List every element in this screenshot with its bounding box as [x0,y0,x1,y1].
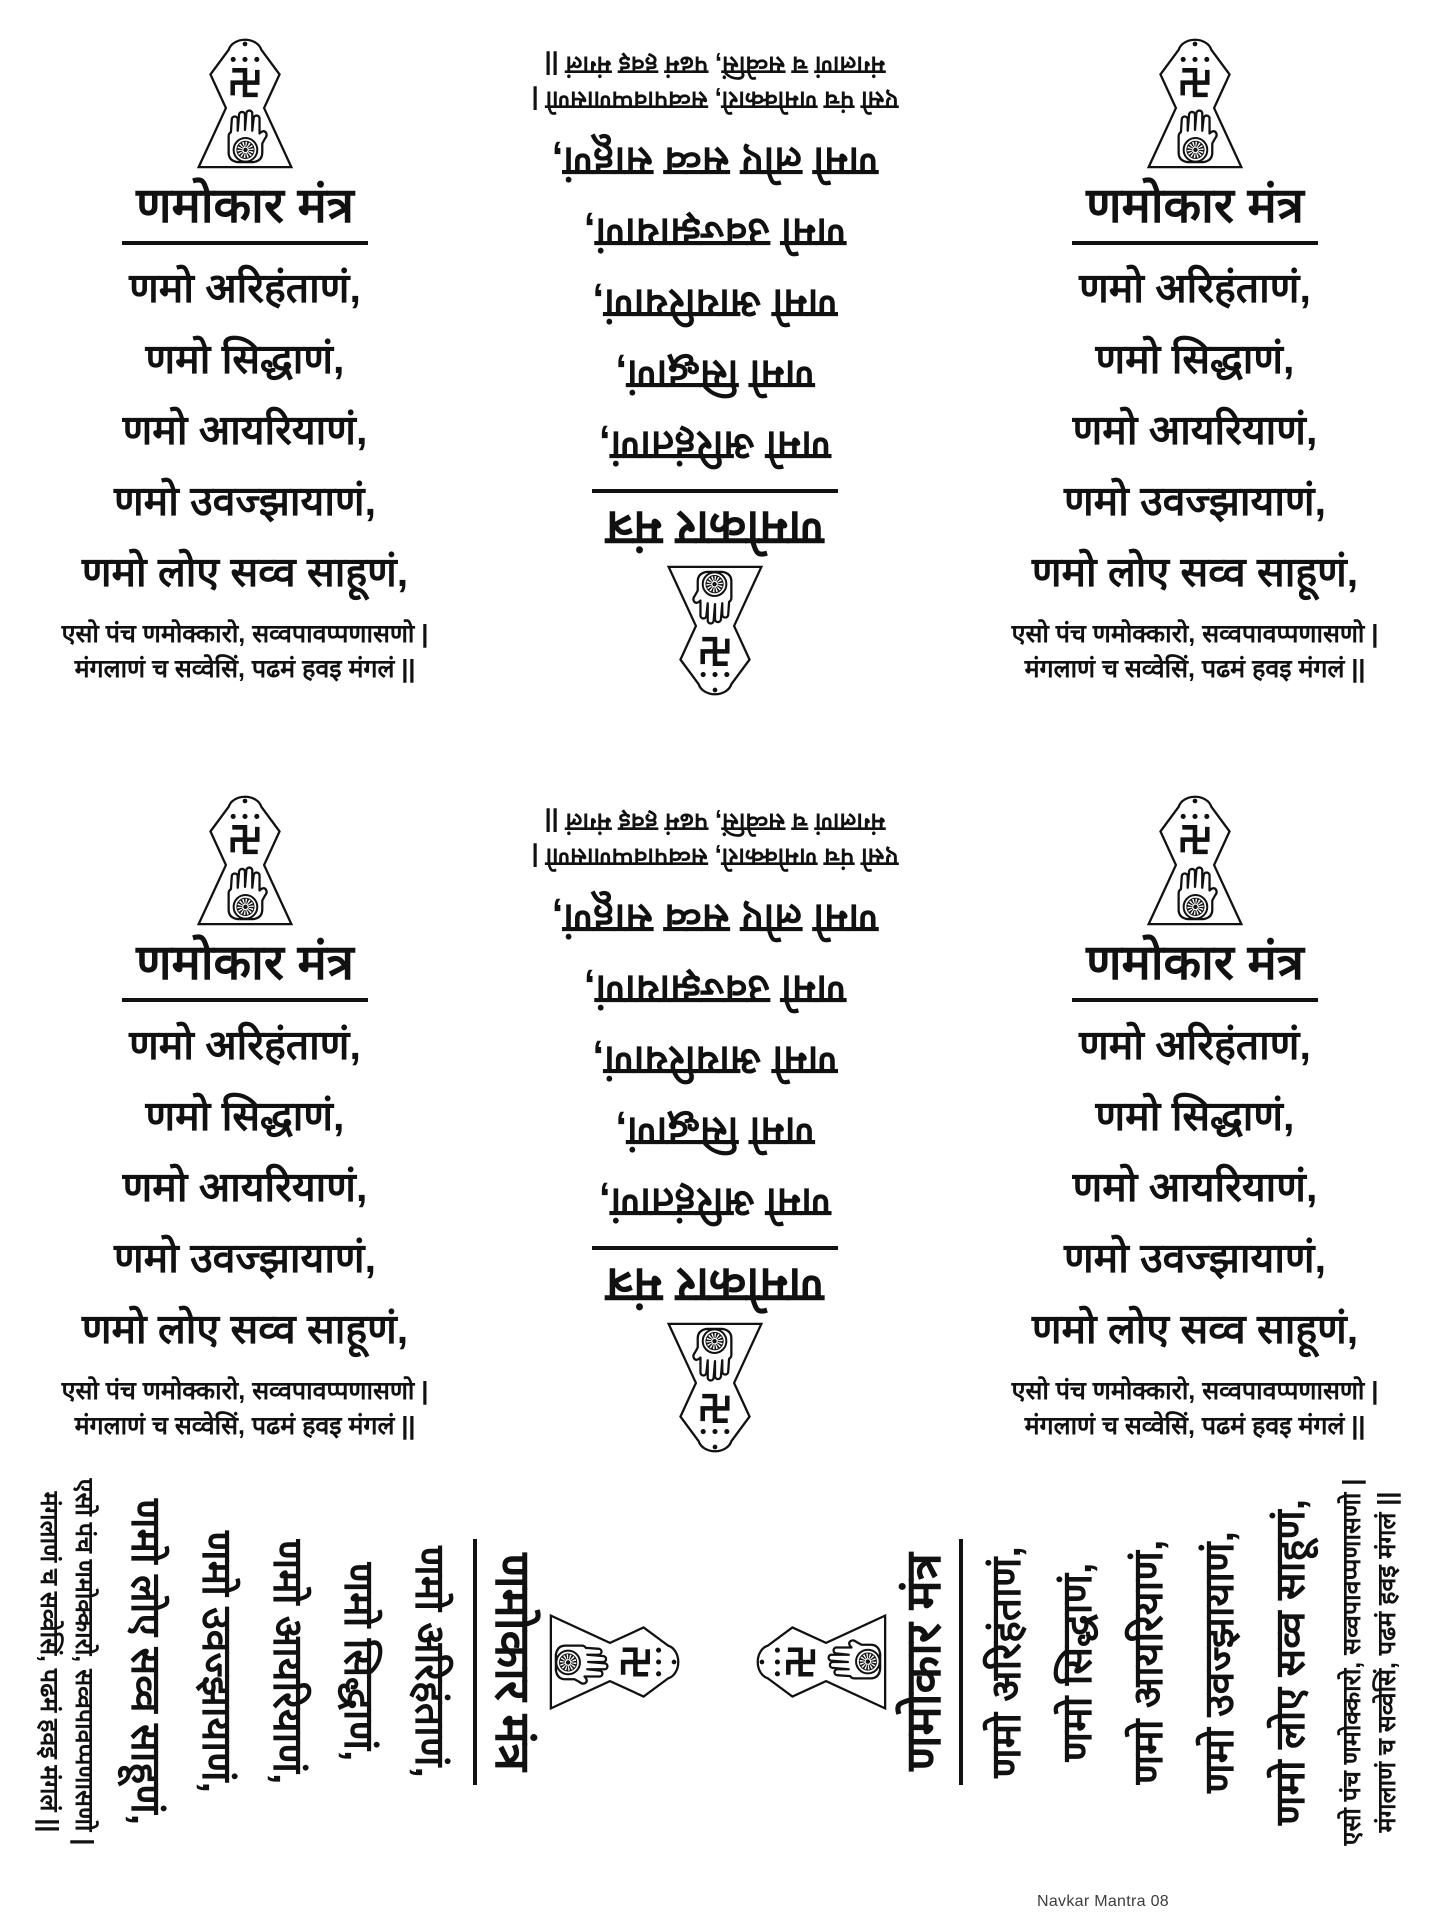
mantra-title: णमोकार मंत्र [592,489,838,556]
mantra-closing-line-1: एसो पंच णमोक्कारो, सव्वपावप्पणासणो | [1338,1478,1367,1846]
mantra-block-bottom-left-rotated [18,1432,688,1892]
mantra-line-1: णमो अरिहंताणं, [1079,1022,1311,1069]
mantra-line-4: णमो उवज्झायाणं, [584,966,846,1013]
mantra-line-3: णमो आयरियाणं, [122,1164,368,1211]
mantra-line-3: णमो आयरियाणं, [592,280,838,327]
mantra-block-middle-center-inverted [485,791,945,1461]
mantra-line-3: णमो आयरियाणं, [264,1539,311,1785]
mantra-line-2: णमो सिद्धाणं, [1054,1562,1101,1762]
mantra-title: णमोकार मंत्र [896,1539,963,1785]
jain-emblem-icon [1145,791,1245,930]
mantra-title: णमोकार मंत्र [122,178,368,245]
footer-label: Navkar Mantra 08 [1037,1893,1169,1910]
mantra-line-4: णमो उवज्झायाणं, [1064,478,1326,525]
mantra-title: णमोकार मंत्र [1072,178,1318,245]
mantra-block-middle-left [15,787,475,1457]
mantra-title: णमोकार मंत्र [122,935,368,1002]
mantra-block-middle-right [965,787,1425,1457]
mantra-title: णमोकार मंत्र [1072,935,1318,1002]
mantra-closing-line-1: एसो पंच णमोक्कारो, सव्वपावप्पणासणो | [531,842,899,871]
mantra-line-3: णमो आयरियाणं, [1072,407,1318,454]
mantra-line-4: णमो उवज्झायाणं, [1196,1531,1243,1793]
jain-emblem-icon [195,34,295,173]
mantra-closing-line-2: मंगलाणं च सव्वेसिं, पढमं हवइ मंगलं || [1373,1491,1402,1833]
mantra-closing-line-1: एसो पंच णमोक्कारो, सव्वपावप्पणासणो | [61,620,429,649]
jain-emblem-icon [752,1612,891,1712]
mantra-line-4: णमो उवज्झायाणं, [114,478,376,525]
mantra-line-3: णमो आयरियाणं, [122,407,368,454]
jain-emblem-icon [545,1612,684,1712]
mantra-line-4: णमो उवज्झायाणं, [193,1531,240,1793]
mantra-line-1: णमो अरिहंताणं, [129,1022,361,1069]
mantra-line-2: णमो सिद्धाणं, [335,1562,382,1762]
mantra-closing-line-1: एसो पंच णमोक्कारो, सव्वपावप्पणासणो | [531,85,899,114]
mantra-line-2: णमो सिद्धाणं, [1095,336,1295,383]
mantra-line-4: णमो उवज्झायाणं, [1064,1235,1326,1282]
mantra-line-1: णमो अरिहंताणं, [599,1179,831,1226]
mantra-closing-line-2: मंगलाणं च सव्वेसिं, पढमं हवइ मंगलं || [1024,1412,1366,1441]
mantra-closing-line-2: मंगलाणं च सव्वेसिं, पढमं हवइ मंगलं || [544,807,886,836]
mantra-line-4: णमो उवज्झायाणं, [114,1235,376,1282]
mantra-line-3: णमो आयरियाणं, [1125,1539,1172,1785]
mantra-line-2: णमो सिद्धाणं, [1095,1093,1295,1140]
mantra-block-bottom-right-rotated [748,1432,1418,1892]
mantra-line-5: णमो लोए सव्व साहूणं, [122,1498,169,1826]
mantra-title: णमोकार मंत्र [473,1539,540,1785]
mantra-closing-line-2: मंगलाणं च सव्वेसिं, पढमं हवइ मंगलं || [74,655,416,684]
mantra-closing-line-1: एसो पंच णमोक्कारो, सव्वपावप्पणासणो | [1011,1377,1379,1406]
mantra-closing-line-2: मंगलाणं च सव्वेसिं, पढमं हवइ मंगलं || [74,1412,416,1441]
mantra-block-top-center-inverted [485,34,945,704]
mantra-line-2: णमो सिद्धाणं, [145,336,345,383]
mantra-line-1: णमो अरिहंताणं, [1079,265,1311,312]
jain-emblem-icon [665,561,765,700]
mantra-line-5: णमो लोए सव्व साहूणं, [551,138,879,185]
mantra-line-4: णमो उवज्झायाणं, [584,209,846,256]
mantra-closing-line-1: एसो पंच णमोक्कारो, सव्वपावप्पणासणो | [61,1377,429,1406]
mantra-line-5: णमो लोए सव्व साहूणं, [81,549,409,596]
mantra-line-2: णमो सिद्धाणं, [145,1093,345,1140]
mantra-line-5: णमो लोए सव्व साहूणं, [551,895,879,942]
mantra-block-top-left [15,30,475,700]
mantra-line-5: णमो लोए सव्व साहूणं, [1267,1498,1314,1826]
mantra-line-3: णमो आयरियाणं, [1072,1164,1318,1211]
mantra-line-1: णमो अरिहंताणं, [983,1546,1030,1778]
jain-emblem-icon [195,791,295,930]
mantra-closing-line-2: मंगलाणं च सव्वेसिं, पढमं हवइ मंगलं || [544,50,886,79]
mantra-closing-line-1: एसो पंच णमोक्कारो, सव्वपावप्पणासणो | [69,1478,98,1846]
mantra-block-top-right [965,30,1425,700]
mantra-line-1: णमो अरिहंताणं, [406,1546,453,1778]
mantra-line-3: णमो आयरियाणं, [592,1037,838,1084]
mantra-closing-line-2: मंगलाणं च सव्वेसिं, पढमं हवइ मंगलं || [1024,655,1366,684]
mantra-line-5: णमो लोए सव्व साहूणं, [1031,549,1359,596]
mantra-title: णमोकार मंत्र [592,1246,838,1313]
mantra-line-5: णमो लोए सव्व साहूणं, [81,1306,409,1353]
mantra-line-2: णमो सिद्धाणं, [615,1108,815,1155]
jain-emblem-icon [1145,34,1245,173]
mantra-closing-line-1: एसो पंच णमोक्कारो, सव्वपावप्पणासणो | [1011,620,1379,649]
mantra-closing-line-2: मंगलाणं च सव्वेसिं, पढमं हवइ मंगलं || [34,1491,63,1833]
mantra-line-1: णमो अरिहंताणं, [129,265,361,312]
mantra-line-2: णमो सिद्धाणं, [615,351,815,398]
mantra-line-1: णमो अरिहंताणं, [599,422,831,469]
mantra-line-5: णमो लोए सव्व साहूणं, [1031,1306,1359,1353]
